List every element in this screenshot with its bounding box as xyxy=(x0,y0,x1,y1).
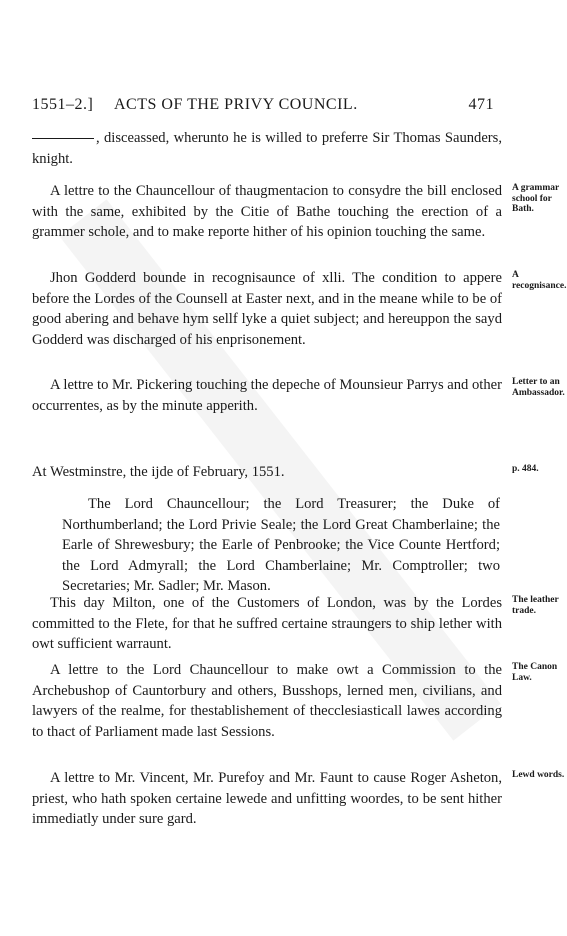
margin-note-lewd: Lewd words. xyxy=(512,770,565,780)
paragraph-lewd-words: A lettre to Mr. Vincent, Mr. Purefoy and Mr. Faunt to cause Roger Asheton, priest, who hath spoken certaine lewede and unfitting woordes, to be sent hither immediatly under sure gard. xyxy=(32,770,502,828)
session-heading: At Westminstre, the ijde of February, 1551. xyxy=(32,464,285,480)
running-header xyxy=(32,96,494,120)
margin-note-canon: The Canon Law. xyxy=(512,662,558,683)
margin-note-leather: The leather trade. xyxy=(512,595,559,616)
attendance-list: The Lord Chauncellour; the Lord Treasurer; the Duke of Northumberland; the Lord Privie Seale; the Lord Great Chamberlaine; the Earle of Shrewesbury; the Earle of Penbrooke; the Vice Counte Hertford; the Lord Admyrall; the Lord Chamberlaine; Mr. Comptroller; two Secretaries; Mr. Sadler; Mr. Mason. xyxy=(62,496,500,595)
page-number: 471 xyxy=(468,96,494,113)
paragraph-canon-law: A lettre to the Lord Chauncellour to make owt a Commission to the Archebushop of Cauntorbury and others, Busshops, lerned men, civilians, and lawyers of the realme, for thestablishement of thecclesiasticall lawes according to thact of Parliament made last Sessions. xyxy=(32,662,502,740)
paragraph-grammar-school: A lettre to the Chauncellour of thaugmentacion to consydre the bill enclosed with the same, exhibited by the Citie of Bathe touching the erection of a grammer schole, and to make reporte hither of his opinion touching the same. xyxy=(32,183,502,241)
paragraph-continuation: , disceassed, wherunto he is willed to preferre Sir Thomas Saunders, knight. xyxy=(32,130,502,167)
header-title: ACTS OF THE PRIVY COUNCIL. xyxy=(114,96,358,113)
blank-rule xyxy=(32,138,94,139)
margin-note-recognisance: A recognisance. xyxy=(512,270,567,291)
header-year: 1551–2.] xyxy=(32,96,94,113)
paragraph-recognisance: Jhon Godderd bounde in recognisaunce of xlli. The condition to appere before the Lordes of the Counsell at Easter next, and in the meane while to be of good abering and behave hym sellf lyke a quiet subject; and hereuppon the sayd Godderd was discharged of his enprisonement. xyxy=(32,270,502,348)
margin-note-ambassador: Letter to an Ambassador. xyxy=(512,377,565,398)
paragraph-milton: This day Milton, one of the Customers of London, was by the Lordes committed to the Flete, for that he suffred certaine straungers to ship lether with owt sufficient warraunt. xyxy=(32,595,502,653)
paragraph-pickering: A lettre to Mr. Pickering touching the depeche of Mounsieur Parrys and other occurrentes, as by the minute apperith. xyxy=(32,377,502,414)
margin-note-grammar: A grammar school for Bath. xyxy=(512,183,560,214)
margin-note-page-ref: p. 484. xyxy=(512,464,539,474)
